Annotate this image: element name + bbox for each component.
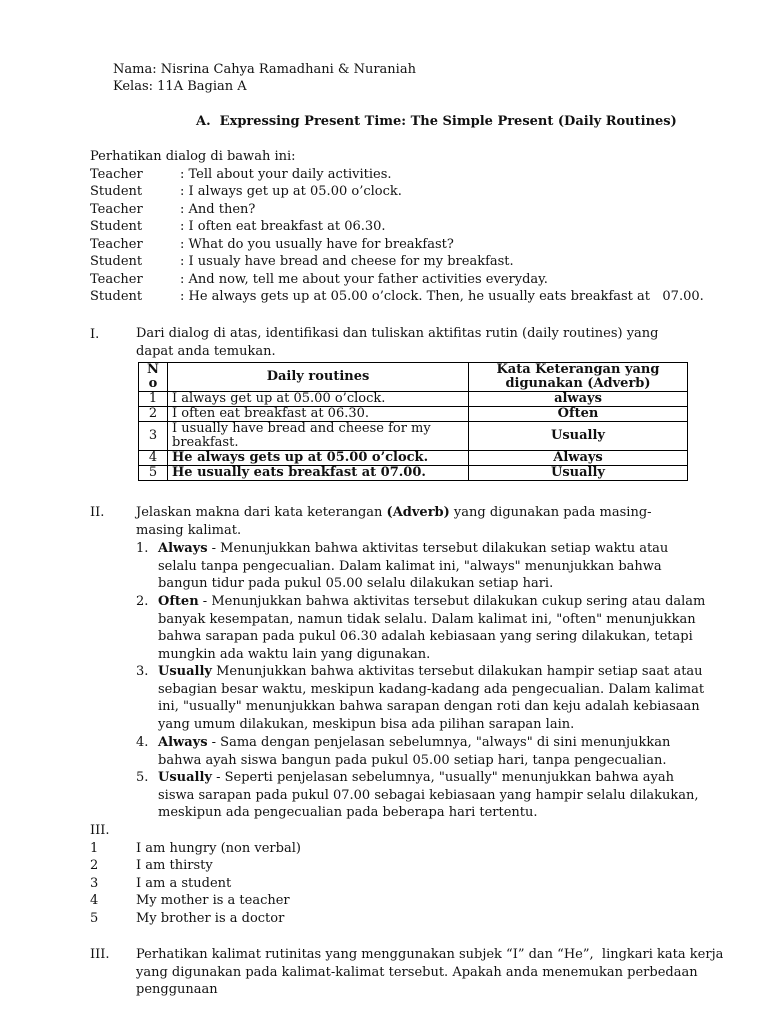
list-number: 5. [136,770,149,785]
dialog-speaker: Student [90,184,143,199]
sentence-number: 2 [90,858,99,873]
dialog-speaker: Teacher [90,272,143,287]
cell-routine: I usually have bread and cheese for my breakfast. [168,422,469,451]
adverb-term: Often [158,594,199,609]
dialog-line: : He always gets up at 05.00 o’clock. Then, he usually eats breakfast at 07.00. [180,289,704,304]
instruction-bold-term: (Adverb) [386,505,450,520]
part-1-instruction: Dari dialog di atas, identifikasi dan tuliskan aktifitas rutin (daily routines) yang dapat anda temukan. [136,326,659,359]
list-number: 1. [136,541,149,556]
sentence-number: 1 [90,841,99,856]
cell-no: 2 [139,407,168,422]
instruction-text: Jelaskan makna dari kata keterangan [136,505,387,520]
adverb-explanation: - Menunjukkan bahwa aktivitas tersebut dilakukan setiap waktu atau selalu tanpa pengecualian. Dalam kalimat ini, "always" menunjukkan bahwa bangun tidur pada pukul 05.00 selalu dilakukan setiap hari. [158,541,669,591]
part-1-numeral: I. [90,327,100,342]
col-header-adverb: Kata Keterangan yang digunakan (Adverb) [469,363,688,392]
table-row [139,407,688,422]
adverb-term: Usually [158,770,212,785]
cell-routine: He usually eats breakfast at 07.00. [168,466,469,481]
sentence-text: My brother is a doctor [136,911,285,926]
dialog-speaker: Teacher [90,237,143,252]
col-header-no: N o [139,363,168,392]
student-names: Nama: Nisrina Cahya Ramadhani & Nuraniah [113,62,416,77]
sentence-text: I am thirsty [136,858,213,873]
list-number: 4. [136,735,149,750]
cell-adverb: Always [469,451,688,466]
dialog-line: : I often eat breakfast at 06.30. [180,219,386,234]
adverb-term: Always [158,541,208,556]
cell-no: 3 [139,422,168,451]
dialog-intro: Perhatikan dialog di bawah ini: [90,149,296,164]
adverb-term: Usually [158,664,212,679]
dialog-speaker: Student [90,289,143,304]
part-2-instruction [136,504,696,539]
cell-routine: I often eat breakfast at 06.30. [168,407,469,422]
adverb-explanation: - Sama dengan penjelasan sebelumnya, "always" di sini menunjukkan bahwa ayah siswa bangun pada pukul 05.00 setiap hari, tanpa pengecualian. [158,735,671,768]
adverb-explanation: Menunjukkan bahwa aktivitas tersebut dilakukan hampir setiap saat atau sebagian besar waktu, meskipun kadang-kadang ada pengecualian. Dalam kalimat ini, "usually" menunjukkan bahwa sarapan dengan roti dan keju adalah kebiasaan yang umum dilakukan, meskipun bisa ada pilihan sarapan lain. [158,664,705,732]
cell-no: 1 [139,392,168,407]
part-4-numeral: III. [90,947,110,962]
sentence-number: 4 [90,893,99,908]
cell-adverb: Often [469,407,688,422]
adverb-explanation: - Menunjukkan bahwa aktivitas tersebut dilakukan cukup sering atau dalam banyak kesempatan, namun tidak selalu. Dalam kalimat ini, "often" menunjukkan bahwa sarapan pada pukul 06.30 adalah kebiasaan yang sering dilakukan, tetapi mungkin ada waktu lain yang digunakan. [158,594,706,662]
part-3-numeral: III. [90,823,110,838]
table-row [139,392,688,407]
part-2-numeral: II. [90,505,105,520]
class-label: Kelas: 11A Bagian A [113,79,247,94]
dialog-speaker: Teacher [90,167,143,182]
dialog-speaker: Student [90,219,143,234]
dialog-line: : And now, tell me about your father activities everyday. [180,272,548,287]
sentence-number: 5 [90,911,99,926]
cell-routine: I always get up at 05.00 o’clock. [168,392,469,407]
dialog-line: : Tell about your daily activities. [180,167,392,182]
dialog-line: : I usualy have bread and cheese for my breakfast. [180,254,514,269]
cell-adverb: always [469,392,688,407]
table-row [139,466,688,481]
table-row [139,451,688,466]
col-header-routine: Daily routines [168,363,469,392]
dialog-line: : And then? [180,202,256,217]
dialog-line: : I always get up at 05.00 o’clock. [180,184,402,199]
table-row [139,422,688,451]
cell-no: 5 [139,466,168,481]
daily-routines-table [138,362,688,481]
dialog-speaker: Teacher [90,202,143,217]
section-title: A. Expressing Present Time: The Simple Present (Daily Routines) [196,114,677,129]
adverb-explanation: - Seperti penjelasan sebelumnya, "usually" menunjukkan bahwa ayah siswa sarapan pada pukul 07.00 sebagai kebiasaan yang hampir selalu dilakukan, meskipun ada pengecualian pada beberapa hari tertentu. [158,770,699,820]
dialog-line: : What do you usually have for breakfast? [180,237,454,252]
sentence-text: I am a student [136,876,232,891]
cell-adverb: Usually [469,422,688,451]
instruction-text: yang digunakan pada masing-masing kalimat. [136,505,652,538]
sentence-text: My mother is a teacher [136,893,290,908]
sentence-text: I am hungry (non verbal) [136,841,301,856]
cell-routine: He always gets up at 05.00 o’clock. [168,451,469,466]
sentence-number: 3 [90,876,99,891]
table-header-row [139,363,688,392]
adverb-term: Always [158,735,208,750]
cell-adverb: Usually [469,466,688,481]
dialog-speaker: Student [90,254,143,269]
list-number: 2. [136,594,149,609]
part-4-instruction: Perhatikan kalimat rutinitas yang menggunakan subjek “I” dan “He”, lingkari kata kerja yang digunakan pada kalimat-kalimat tersebut. Apakah anda menemukan perbedaan penggunaan [136,947,724,997]
cell-no: 4 [139,451,168,466]
list-number: 3. [136,664,149,679]
